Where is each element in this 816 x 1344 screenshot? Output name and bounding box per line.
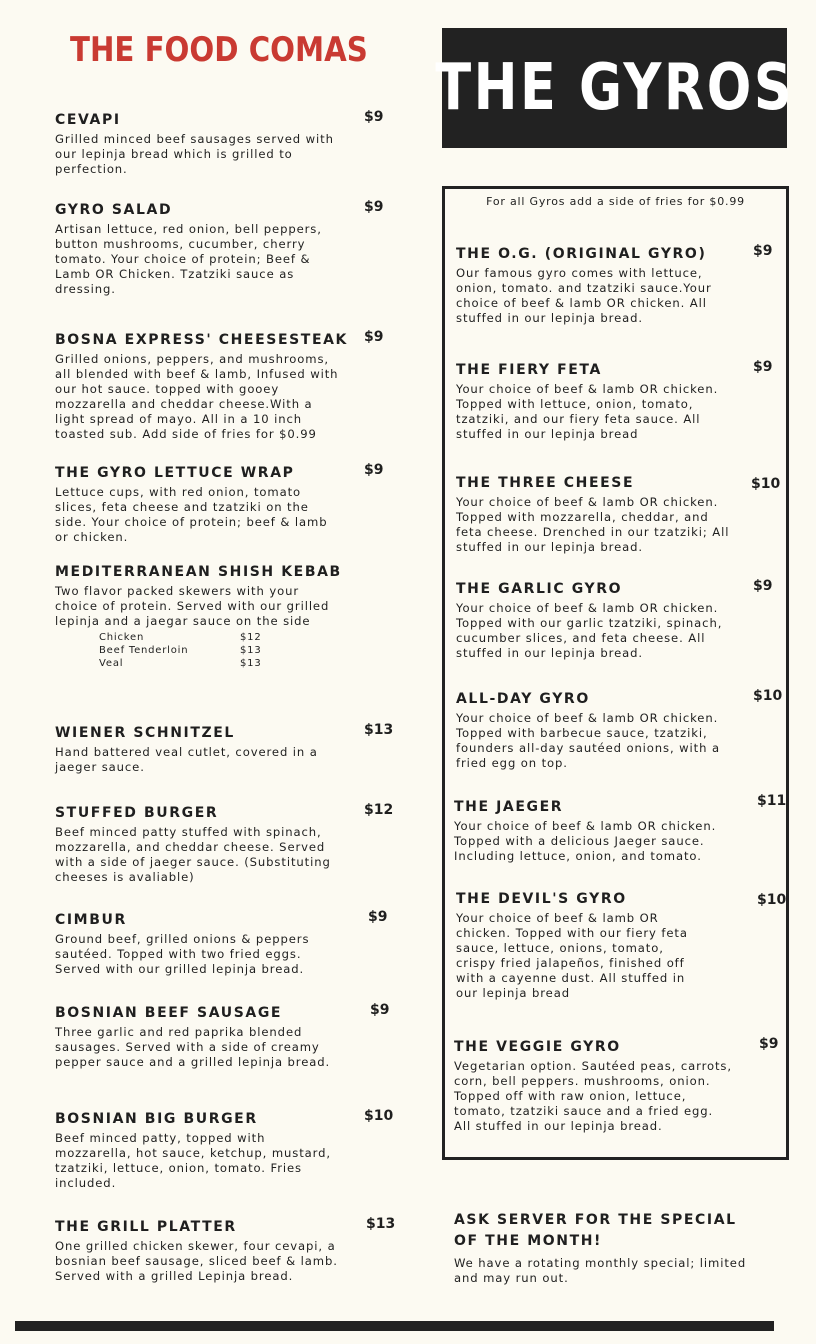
menu-item-grill-platter	[55, 1216, 396, 1284]
bottom-divider	[15, 1321, 774, 1331]
kebab-option-price: $13	[240, 645, 262, 656]
menu-item-shish-kebab	[55, 563, 345, 670]
item-price: $9	[364, 329, 384, 345]
item-name: GYRO SALAD	[55, 202, 173, 218]
item-price: $10	[753, 688, 783, 704]
item-price: $9	[364, 462, 384, 478]
kebab-price-options	[99, 631, 345, 670]
item-name: THE GYRO LETTUCE WRAP	[55, 465, 295, 481]
item-name: CEVAPI	[55, 112, 121, 128]
item-price: $9	[370, 1002, 390, 1018]
menu-item-cevapi	[55, 109, 384, 177]
special-description: We have a rotating monthly special; limited and may run out.	[454, 1256, 747, 1285]
item-price: $9	[759, 1036, 779, 1052]
item-price: $13	[364, 722, 394, 738]
kebab-option-label: Chicken	[99, 632, 145, 643]
item-name: ALL-DAY GYRO	[456, 691, 590, 707]
item-description: One grilled chicken skewer, four cevapi, a bosnian beef sausage, sliced beef & lamb. Served with a grilled Lepinja bread.	[55, 1239, 338, 1283]
item-price: $10	[757, 892, 787, 908]
gyro-item-veggie	[454, 1036, 779, 1134]
item-name: STUFFED BURGER	[55, 805, 219, 821]
gyro-item-three-cheese	[456, 474, 781, 555]
item-price: $9	[753, 578, 773, 594]
item-description: Your choice of beef & lamb OR chicken. Topped with lettuce, onion, tomato, tzatziki, and our fiery feta sauce. All stuffed in our lepinja bread	[456, 382, 719, 441]
item-description: Three garlic and red paprika blended sausages. Served with a side of creamy pepper sauce and a grilled lepinja bread.	[55, 1025, 331, 1069]
item-description: Grilled onions, peppers, and mushrooms, all blended with beef & lamb, Infused with our hot sauce. topped with gooey mozzarella and cheddar cheese.With a light spread of mayo. All in a 10 inch toasted sub. Add side of fries for $0.99	[55, 352, 339, 441]
kebab-option	[99, 657, 345, 670]
item-price: $10	[364, 1108, 394, 1124]
item-description: Two flavor packed skewers with your choice of protein. Served with our grilled lepinja and a jaegar sauce on the side	[55, 584, 330, 628]
kebab-option-label: Veal	[99, 658, 124, 669]
item-name: MEDITERRANEAN SHISH KEBAB	[55, 564, 342, 580]
special-of-the-month	[454, 1210, 754, 1286]
gyros-fries-note: For all Gyros add a side of fries for $0.99	[486, 195, 745, 208]
item-description: Grilled minced beef sausages served with our lepinja bread which is grilled to perfection.	[55, 132, 334, 176]
item-description: Your choice of beef & lamb OR chicken. Topped with barbecue sauce, tzatziki, founders all-day sautéed onions, with a fried egg on top.	[456, 711, 720, 770]
item-description: Your choice of beef & lamb OR chicken. Topped with a delicious Jaeger sauce. Including lettuce, onion, and tomato.	[454, 819, 717, 863]
special-title: ASK SERVER FOR THE SPECIAL OF THE MONTH!	[454, 1212, 737, 1249]
kebab-option	[99, 631, 345, 644]
item-price: $10	[751, 476, 781, 492]
item-name: THE O.G. (ORIGINAL GYRO)	[456, 246, 707, 262]
gyro-item-devils	[456, 890, 787, 1001]
kebab-option-price: $13	[240, 658, 262, 669]
item-description: Lettuce cups, with red onion, tomato slices, feta cheese and tzatziki on the side. Your choice of protein; beef & lamb or chicken.	[55, 485, 328, 544]
item-description: Vegetarian option. Sautéed peas, carrots, corn, bell peppers. mushrooms, onion. Topped off with raw onion, lettuce, tomato, tzatziki sauce and a fried egg. All stuffed in our lepinja bread.	[454, 1059, 732, 1133]
menu-item-gyro-salad	[55, 199, 384, 297]
item-description: Your choice of beef & lamb OR chicken. Topped with our fiery feta sauce, lettuce, onions, tomato, crispy fried jalapeños, finished off with a cayenne dust. All stuffed in our lepinja bread	[456, 911, 688, 1000]
kebab-option-label: Beef Tenderloin	[99, 645, 189, 656]
item-name: CIMBUR	[55, 912, 127, 928]
item-name: THE VEGGIE GYRO	[454, 1039, 621, 1055]
menu-item-wiener-schnitzel	[55, 722, 394, 775]
gyros-heading: THE GYROS	[435, 51, 794, 125]
kebab-option	[99, 644, 345, 657]
item-description: Artisan lettuce, red onion, bell peppers, button mushrooms, cucumber, cherry tomato. Your choice of protein; Beef & Lamb OR Chicken. Tzatziki sauce as dressing.	[55, 222, 322, 296]
menu-item-bosnian-beef-sausage	[55, 1002, 390, 1070]
item-name: THE GRILL PLATTER	[55, 1219, 237, 1235]
item-description: Beef minced patty, topped with mozzarella, hot sauce, ketchup, mustard, tzatziki, lettuce, onion, tomato. Fries included.	[55, 1131, 331, 1190]
kebab-option-price: $12	[240, 632, 262, 643]
gyro-item-garlic	[456, 578, 773, 661]
item-description: Your choice of beef & lamb OR chicken. Topped with our garlic tzatziki, spinach, cucumber slices, and feta cheese. All stuffed in our lepinja bread.	[456, 601, 723, 660]
item-name: THE JAEGER	[454, 799, 564, 815]
item-price: $9	[753, 359, 773, 375]
item-price: $12	[364, 802, 394, 818]
item-price: $13	[366, 1216, 396, 1232]
menu-item-stuffed-burger	[55, 802, 394, 885]
item-name: THE GARLIC GYRO	[456, 581, 623, 597]
item-description: Our famous gyro comes with lettuce, onion, tomato. and tzatziki sauce.Your choice of beef & lamb OR chicken. All stuffed in our lepinja bread.	[456, 266, 712, 325]
item-name: WIENER SCHNITZEL	[55, 725, 235, 741]
item-name: BOSNA EXPRESS' CHEESESTEAK	[55, 332, 348, 348]
gyros-menu-box	[442, 186, 789, 1160]
item-price: $9	[364, 109, 384, 125]
item-name: BOSNIAN BIG BURGER	[55, 1111, 258, 1127]
item-description: Ground beef, grilled onions & peppers sautéed. Topped with two fried eggs. Served with our grilled lepinja bread.	[55, 932, 310, 976]
gyros-section-banner	[435, 28, 794, 148]
item-description: Your choice of beef & lamb OR chicken. Topped with mozzarella, cheddar, and feta cheese. Drenched in our tzatziki; All stuffed in our lepinja bread.	[456, 495, 730, 554]
item-price: $9	[753, 243, 773, 259]
gyro-item-fiery-feta	[456, 359, 773, 442]
item-price: $9	[364, 199, 384, 215]
menu-item-bosnian-big-burger	[55, 1108, 394, 1191]
menu-item-cheesesteak	[55, 329, 384, 442]
restaurant-name: THE FOOD COMAS	[70, 30, 368, 70]
menu-item-gyro-lettuce-wrap	[55, 462, 384, 545]
item-name: THE THREE CHEESE	[456, 475, 635, 491]
item-description: Beef minced patty stuffed with spinach, mozzarella, and cheddar cheese. Served with a side of jaeger sauce. (Substituting cheeses is avaliable)	[55, 825, 331, 884]
gyro-item-original	[456, 243, 773, 326]
item-name: THE DEVIL'S GYRO	[456, 891, 627, 907]
gyro-item-jaeger	[454, 793, 787, 864]
menu-item-cimbur	[55, 909, 388, 977]
item-description: Hand battered veal cutlet, covered in a jaeger sauce.	[55, 745, 318, 774]
item-price: $9	[368, 909, 388, 925]
item-price: $11	[757, 793, 787, 809]
item-name: THE FIERY FETA	[456, 362, 602, 378]
item-name: BOSNIAN BEEF SAUSAGE	[55, 1005, 283, 1021]
gyro-item-all-day	[456, 688, 783, 771]
